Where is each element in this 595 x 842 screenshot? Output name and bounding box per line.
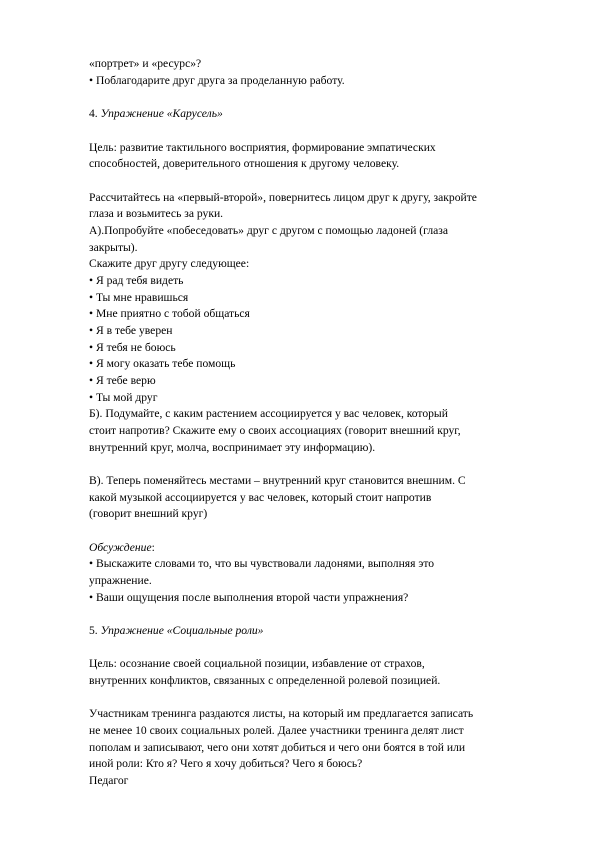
text-line: иной роли: Кто я? Чего я хочу добиться? Чего я боюсь? xyxy=(89,757,363,770)
section-title: Упражнение «Карусель» xyxy=(100,107,223,120)
list-item: • Мне приятно с тобой общаться xyxy=(89,307,250,320)
text-line: Скажите друг другу следующее: xyxy=(89,257,250,270)
text-line: способностей, доверительного отношения к другому человеку. xyxy=(89,157,400,170)
text-line: закрыты). xyxy=(89,241,138,254)
list-item: • Выскажите словами то, что вы чувствовали ладонями, выполняя это xyxy=(89,557,435,570)
text-line: внутренних конфликтов, связанных с определенной ролевой позицией. xyxy=(89,674,441,687)
text-line: внутренний круг, молча, воспринимает эту информацию). xyxy=(89,441,376,454)
text-line: пополам и записывают, чего они хотят добиться и чего они боятся в той или xyxy=(89,741,466,754)
list-item: • Я могу оказать тебе помощь xyxy=(89,357,236,370)
list-item: • Ты мне нравишься xyxy=(89,291,189,304)
text-line: (говорит внешний круг) xyxy=(89,507,208,520)
text-line: Цель: осознание своей социальной позиции, избавление от страхов, xyxy=(89,657,425,670)
text-line: стоит напротив? Скажите ему о своих ассоциациях (говорит внешний круг, xyxy=(89,424,461,437)
list-item: • Ваши ощущения после выполнения второй части упражнения? xyxy=(89,591,409,604)
section-heading-5 xyxy=(89,623,263,638)
text-line: Цель: развитие тактильного восприятия, формирование эмпатических xyxy=(89,141,436,154)
list-item: • Я тебе верю xyxy=(89,374,156,387)
text-line: Б). Подумайте, с каким растением ассоциируется у вас человек, который xyxy=(89,407,448,420)
section-title: Упражнение «Социальные роли» xyxy=(100,624,264,637)
list-item: • Я рад тебя видеть xyxy=(89,274,184,287)
section-number: 5. xyxy=(89,624,101,637)
section-number: 4. xyxy=(89,107,101,120)
discussion-colon: : xyxy=(151,541,155,554)
text-line: «портрет» и «ресурс»? xyxy=(89,57,202,70)
list-item: • Я в тебе уверен xyxy=(89,324,173,337)
list-item: • Ты мой друг xyxy=(89,391,158,404)
text-line: какой музыкой ассоциируется у вас человек, который стоит напротив xyxy=(89,491,432,504)
text-line: А).Попробуйте «побеседовать» друг с другом с помощью ладоней (глаза xyxy=(89,224,448,237)
text-line: глаза и возьмитесь за руки. xyxy=(89,207,224,220)
text-line: Рассчитайтесь на «первый-второй», повернитесь лицом друг к другу, закройте xyxy=(89,191,477,204)
text-line: не менее 10 своих социальных ролей. Далее участники тренинга делят лист xyxy=(89,724,464,737)
text-line: упражнение. xyxy=(89,574,152,587)
text-line: Участникам тренинга раздаются листы, на который им предлагается записать xyxy=(89,707,474,720)
text-line: • Поблагодарите друг друга за проделанную работу. xyxy=(89,74,345,87)
list-item: • Я тебя не боюсь xyxy=(89,341,176,354)
text-line: Педагог xyxy=(89,774,129,787)
discussion-heading xyxy=(89,540,155,555)
section-heading-4 xyxy=(89,106,223,121)
text-line: В). Теперь поменяйтесь местами – внутренний круг становится внешним. С xyxy=(89,474,466,487)
discussion-label: Обсуждение xyxy=(89,541,152,554)
